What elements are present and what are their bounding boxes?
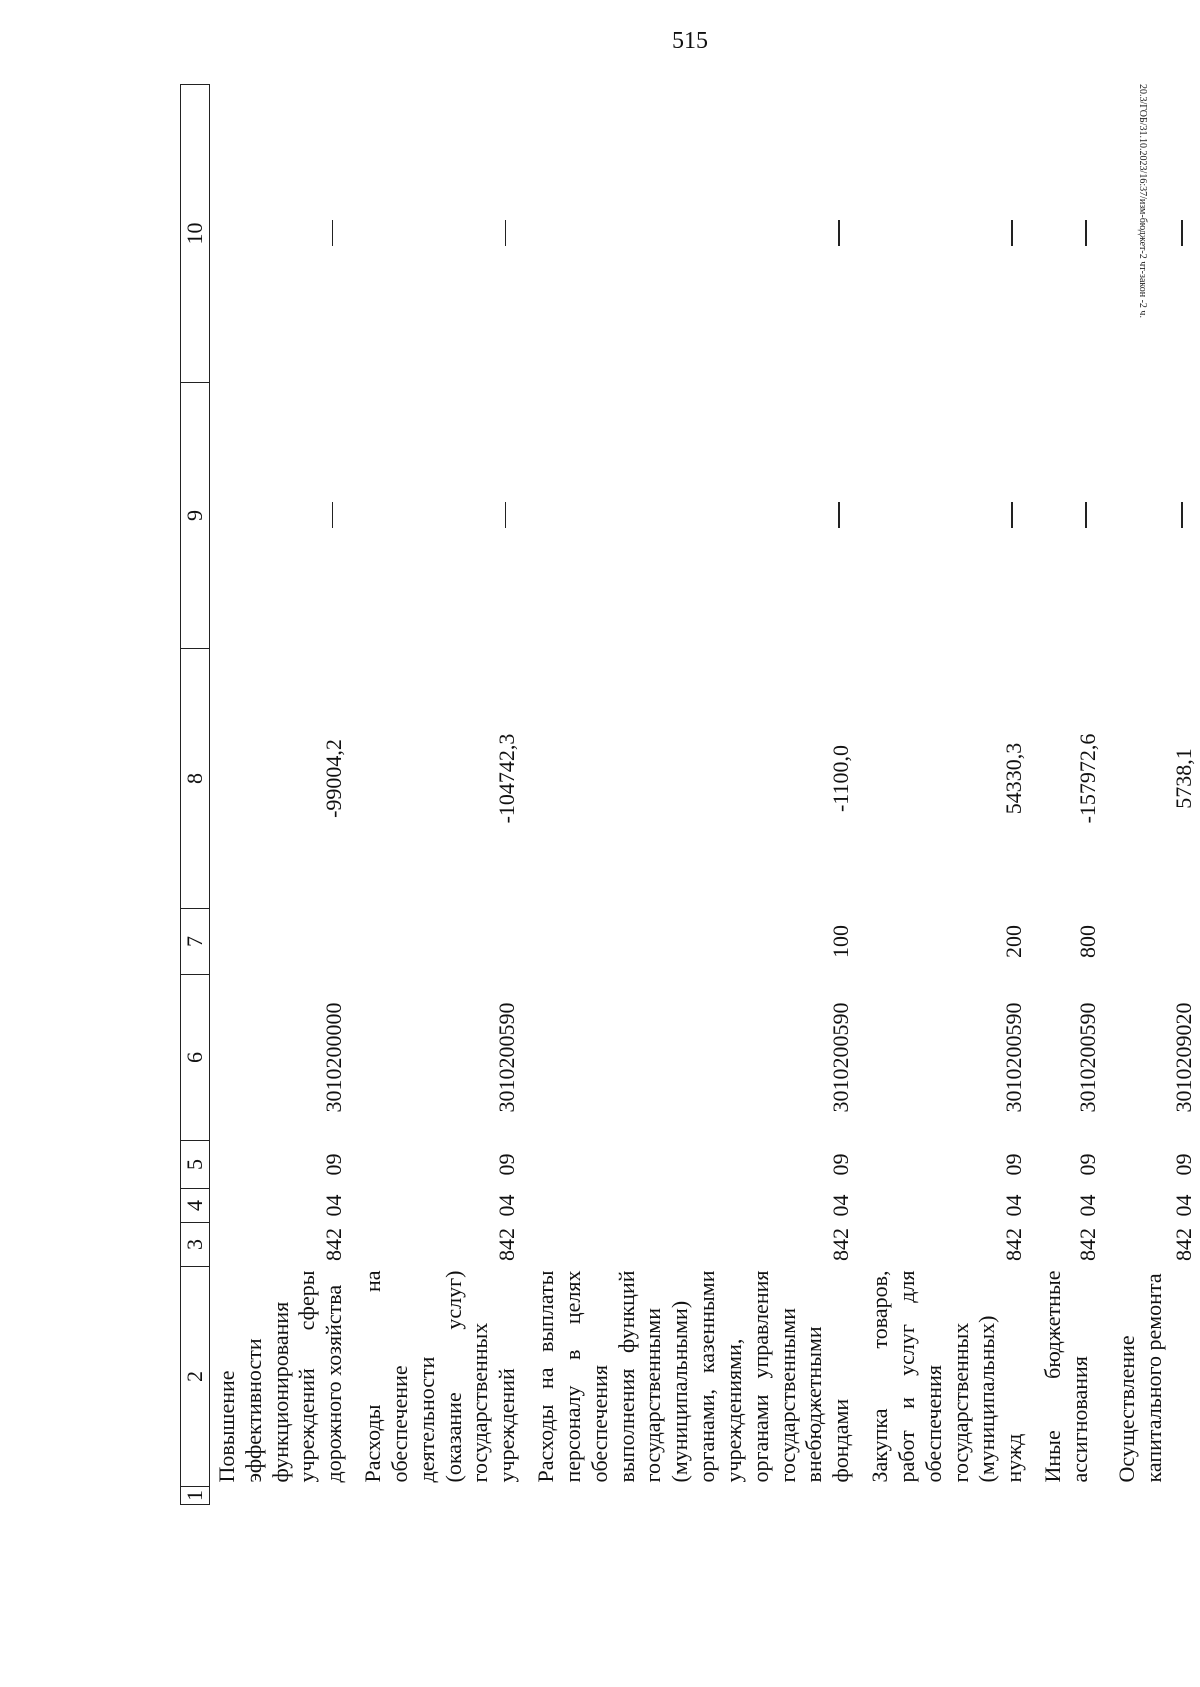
dash-mark [1011,503,1012,529]
target-article-code: 3010200590 [494,1002,520,1113]
page-number: 515 [672,28,708,54]
dash-mark [332,503,333,529]
expense-type-code: 800 [1075,925,1101,958]
header-col-10: 10 [181,85,210,383]
expense-name: Расходы на обеспечение деятельности (оказание услуг) государственных учреждений [360,1270,520,1483]
section-code: 04 [321,1194,347,1217]
row-index-cell [356,1487,529,1505]
col10-dash [863,85,1036,383]
subsection-code: 09 [1171,1153,1197,1176]
dash-mark [505,503,506,529]
dash-mark [1011,221,1012,247]
amount-value: 5738,1 [1171,748,1197,809]
subsection-code: 09 [828,1153,854,1176]
ministry-code: 842 [828,1228,854,1261]
col10-dash [1036,85,1110,383]
col9-dash [356,383,529,649]
row-index-cell [210,1487,357,1505]
dash-mark [332,221,333,247]
header-col-1: 1 [181,1487,210,1505]
dash-mark [1085,221,1086,247]
ministry-code: 842 [1171,1228,1197,1261]
col10-dash [529,85,863,383]
section-code: 04 [1001,1194,1027,1217]
expense-type-code [356,909,529,975]
table-row [1036,85,1110,1505]
target-article-code: 3010200590 [1075,1002,1101,1113]
table-row [356,85,529,1505]
expense-name: Расходы на выплаты персоналу в целях обеспечения выполнения функций государственными (муниципальными) органами, казенными учреждениями, органами управления государственными внебюджетными фондами [533,1270,854,1483]
section-code: 04 [494,1194,520,1217]
dash-mark [1085,503,1086,529]
expense-type-code: 200 [1001,925,1027,958]
table-row [1110,85,1200,1505]
col9-dash [210,383,357,649]
dash-mark [505,221,506,247]
section-code: 04 [828,1194,854,1217]
col9-dash [529,383,863,649]
row-index-cell [863,1487,1036,1505]
section-code: 04 [1075,1194,1101,1217]
expense-type-code [210,909,357,975]
dash-mark [1181,221,1182,247]
subsection-code: 09 [494,1153,520,1176]
header-col-7: 7 [181,909,210,975]
expense-name: Закупка товаров, работ и услуг для обеспечения государственных (муниципальных) нужд [867,1270,1027,1483]
target-article-code: 3010200590 [1001,1002,1027,1113]
col10-dash [210,85,357,383]
row-index-cell [1036,1487,1110,1505]
target-article-code: 3010209020 [1171,1002,1197,1113]
ministry-code: 842 [494,1228,520,1261]
col9-dash [1110,383,1200,649]
ministry-code: 842 [1075,1228,1101,1261]
header-col-5: 5 [181,1141,210,1189]
dash-mark [1181,503,1182,529]
row-index-cell [529,1487,863,1505]
amount-value: 54330,3 [1001,742,1027,815]
header-col-8: 8 [181,649,210,909]
header-col-2: 2 [181,1267,210,1487]
subsection-code: 09 [1075,1153,1101,1176]
header-col-3: 3 [181,1223,210,1267]
col10-dash [1110,85,1200,383]
target-article-code: 3010200000 [321,1002,347,1113]
header-col-4: 4 [181,1189,210,1223]
expense-type-code [1110,909,1200,975]
table-row [863,85,1036,1505]
expense-name: Осуществление капитального ремонта [1114,1273,1166,1483]
amount-value: -157972,6 [1075,733,1101,824]
table-row [210,85,357,1505]
budget-table [180,84,1200,1505]
ministry-code: 842 [321,1228,347,1261]
col9-dash [863,383,1036,649]
ministry-code: 842 [1001,1228,1027,1261]
expense-type-code: 100 [828,925,854,958]
expense-name: Повышение эффективности функционирования учреждений сферы дорожного хозяйства [214,1270,347,1483]
subsection-code: 09 [321,1153,347,1176]
section-code: 04 [1171,1194,1197,1217]
table-header-row [181,85,210,1505]
amount-value: -104742,3 [494,733,520,824]
header-col-6: 6 [181,975,210,1141]
target-article-code: 3010200590 [828,1002,854,1113]
row-index-cell [1110,1487,1200,1505]
dash-mark [838,503,839,529]
expense-name: Иные бюджетные ассигнования [1040,1270,1092,1483]
amount-value: -99004,2 [321,739,347,818]
dash-mark [838,221,839,247]
document-stamp: 20.3/ГОБ/31.10.2023/16:37/изм-бюджет-2 чт-закон -2 ч. [1137,84,1148,318]
subsection-code: 09 [1001,1153,1027,1176]
col10-dash [356,85,529,383]
table-row [529,85,863,1505]
amount-value: -1100,0 [828,745,854,813]
col9-dash [1036,383,1110,649]
header-col-9: 9 [181,383,210,649]
